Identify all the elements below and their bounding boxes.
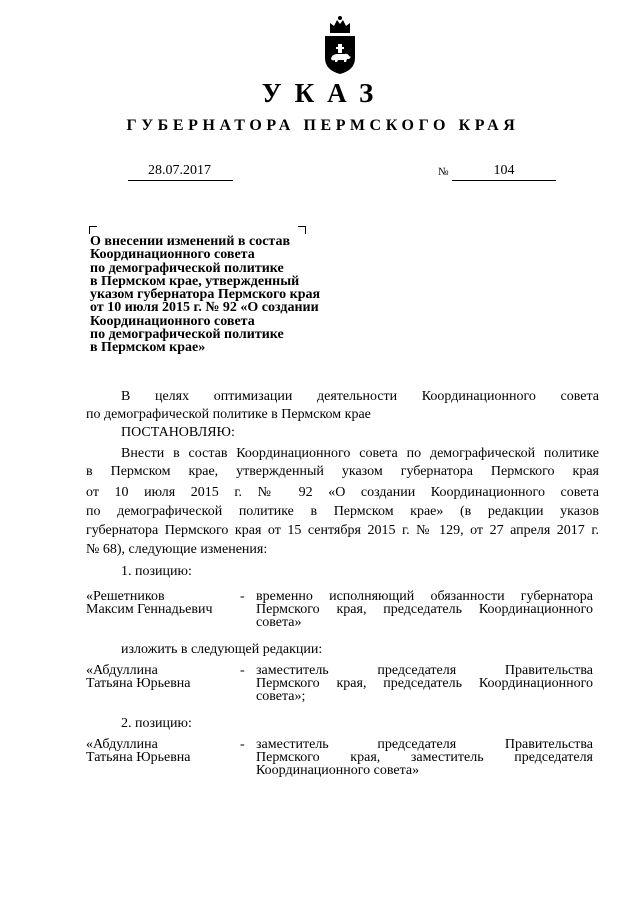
paragraph-line-3: от 10 июля 2015 г. № 92 «О создании Координационного совета [86, 485, 599, 500]
heading-line: Координационного совета [90, 247, 255, 263]
heading-line: от 10 июля 2015 г. № 92 «О создании [90, 300, 319, 316]
desc-line: временно исполняющий обязанности губернатора [256, 589, 593, 604]
paragraph-line-6: № 68), следующие изменения: [86, 542, 268, 557]
desc-line: Пермского края, председатель Координационного [256, 602, 593, 617]
item-2-old-name [86, 738, 236, 764]
document-date: 28.07.2017 [128, 162, 233, 181]
item-2-old-dash: - [240, 737, 245, 752]
item-1-new-description [256, 664, 593, 703]
heading-line: Координационного совета [90, 313, 255, 329]
item-1-new-name [86, 664, 236, 690]
item-1-old-dash: - [240, 589, 245, 604]
name-line: «Абдуллина [86, 737, 158, 752]
heading-corner-left [89, 226, 97, 234]
replace-instruction: изложить в следующей редакции: [121, 642, 323, 657]
name-line: «Решетников [86, 589, 165, 604]
intro-line-2: по демографической политике в Пермском крае [86, 407, 371, 422]
desc-line: заместитель председателя Правительства [256, 737, 593, 752]
name-line: «Абдуллина [86, 663, 158, 678]
heading-corner-right [298, 226, 306, 234]
coat-of-arms-emblem [322, 14, 358, 76]
heading-line: в Пермском крае, утвержденный [90, 273, 300, 289]
desc-line: совета» [256, 615, 302, 630]
document-title: УКАЗ [261, 78, 387, 108]
document-subtitle: ГУБЕРНАТОРА ПЕРМСКОГО КРАЯ [126, 117, 520, 134]
name-line: Татьяна Юрьевна [86, 750, 191, 765]
item-2-label: 2. позицию: [121, 716, 192, 731]
name-line: Максим Геннадьевич [86, 602, 213, 617]
paragraph-line-2: в Пермском крае, утвержденный указом губернатора Пермского края [86, 464, 599, 479]
number-label: № [438, 166, 449, 178]
desc-line: Пермского края, председатель Координационного [256, 676, 593, 691]
item-2-old-description [256, 738, 593, 777]
item-1-new-dash: - [240, 663, 245, 678]
heading-line: по демографической политике [90, 260, 284, 276]
item-1-old-name [86, 590, 236, 616]
paragraph-line-4: по демографической политике в Пермском крае» (в редакции указов [86, 504, 599, 519]
paragraph-line-5: губернатора Пермского края от 15 сентября 2015 г. № 129, от 27 апреля 2017 г. [86, 523, 599, 538]
paragraph-line-1: Внести в состав Координационного совета по демографической политике [121, 446, 599, 461]
item-1-label: 1. позицию: [121, 564, 192, 579]
heading-line: в Пермском крае» [90, 340, 206, 356]
desc-line: совета»; [256, 689, 306, 704]
document-heading [90, 235, 390, 355]
intro-line-1: В целях оптимизации деятельности Координационного совета [121, 389, 599, 404]
heading-line: О внесении изменений в состав [90, 234, 291, 249]
item-1-old-description [256, 590, 593, 629]
desc-line: Координационного совета» [256, 763, 420, 778]
decree-word: ПОСТАНОВЛЯЮ: [121, 425, 235, 440]
desc-line: Пермского края, заместитель председателя [256, 750, 593, 765]
heading-line: по демографической политике [90, 327, 284, 343]
desc-line: заместитель председателя Правительства [256, 663, 593, 678]
name-line: Татьяна Юрьевна [86, 676, 191, 691]
document-number: 104 [452, 162, 556, 181]
heading-line: указом губернатора Пермского края [90, 287, 321, 303]
